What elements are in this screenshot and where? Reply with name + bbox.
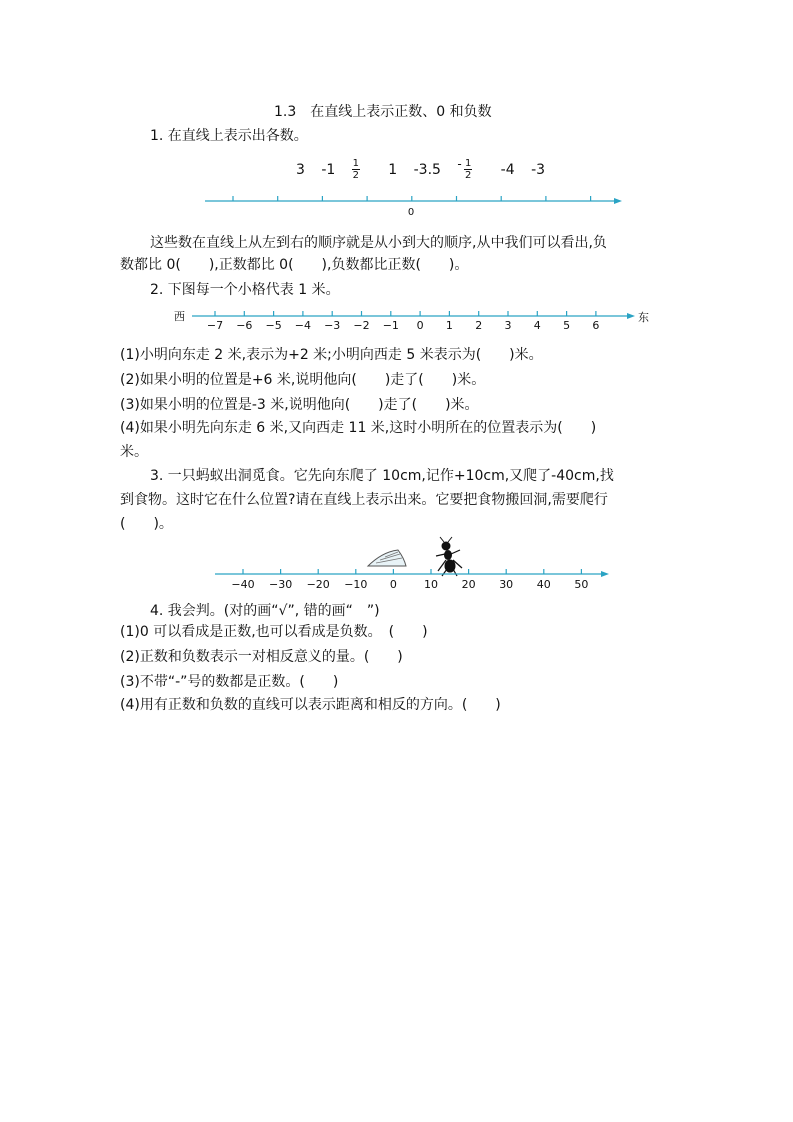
q1-heading: 1. 在直线上表示出各数。 — [150, 128, 308, 144]
axis-tick-label: −7 — [206, 319, 224, 332]
axis-arrow — [627, 313, 635, 319]
axis-tick-label: 50 — [574, 578, 589, 591]
zero-label: 0 — [407, 207, 415, 218]
q4-item: (4)用有正数和负数的直线可以表示距离和相反的方向。( ) — [120, 697, 501, 713]
q3-number-line — [210, 536, 620, 594]
page-title: 1.3 在直线上表示正数、0 和负数 — [274, 104, 492, 120]
q1-number: -4 — [500, 161, 515, 178]
q2-item: (2)如果小明的位置是+6 米,说明他向( )走了( )米。 — [120, 372, 486, 388]
axis-tick-label: 2 — [475, 319, 483, 332]
axis-tick-label: 0 — [389, 578, 397, 591]
q1-paragraph-line: 这些数在直线上从左到右的顺序就是从小到大的顺序,从中我们可以看出,负 — [150, 235, 607, 251]
axis-arrow — [614, 198, 622, 204]
q3-text-line: ( )。 — [120, 516, 173, 532]
q1-number: -1 — [321, 161, 336, 178]
axis-tick-label: −6 — [236, 319, 253, 332]
q4-heading: 4. 我会判。(对的画“√”, 错的画“ ”) — [150, 603, 380, 619]
axis-tick-label: −20 — [306, 578, 330, 591]
west-label: 西 — [174, 310, 185, 323]
axis-tick-label: 20 — [461, 578, 476, 591]
axis-tick-label: 4 — [533, 319, 541, 332]
axis-tick-label: −1 — [382, 319, 399, 332]
axis-tick-label: −2 — [353, 319, 370, 332]
q1-fraction-sign: - — [457, 156, 462, 171]
axis-tick-label: 3 — [504, 319, 512, 332]
q1-number: 3 — [296, 161, 305, 178]
q1-number-list — [296, 158, 557, 181]
q2-item: (4)如果小明先向东走 6 米,又向西走 11 米,这时小明所在的位置表示为( ) — [120, 420, 597, 436]
q2-item: (3)如果小明的位置是-3 米,说明他向( )走了( )米。 — [120, 397, 479, 413]
q1-number: 1 — [388, 161, 398, 178]
q1-fraction — [464, 158, 484, 181]
axis-tick-label: −4 — [294, 319, 312, 332]
fraction-denominator: 2 — [352, 170, 359, 181]
q2-item-continued: 米。 — [120, 444, 148, 460]
axis-tick-label: 6 — [592, 319, 600, 332]
q1-number: -3 — [531, 161, 546, 178]
q3-text-line: 3. 一只蚂蚁出洞觅食。它先向东爬了 10cm,记作+10cm,又爬了-40cm,找 — [150, 468, 614, 484]
axis-tick-label: 5 — [563, 319, 571, 332]
axis-tick-label: 1 — [445, 319, 453, 332]
axis-tick-label: −40 — [231, 578, 255, 591]
axis-tick-label: −30 — [268, 578, 293, 591]
axis-tick-label: −5 — [265, 319, 282, 332]
axis-tick-label: 0 — [416, 319, 424, 332]
axis-tick-label: −3 — [324, 319, 341, 332]
axis-tick-label: 40 — [536, 578, 551, 591]
fraction-numerator: 1 — [352, 158, 359, 169]
axis-tick-label: 10 — [424, 578, 438, 591]
east-label: 东 — [638, 311, 649, 324]
fraction-numerator: 1 — [465, 158, 472, 169]
q2-number-line — [170, 304, 660, 334]
axis-tick-label: 30 — [499, 578, 514, 591]
q1-fraction — [352, 158, 372, 181]
q1-number: -3.5 — [413, 161, 441, 178]
axis-tick-label: −10 — [344, 578, 368, 591]
axis-arrow — [601, 571, 609, 577]
fraction-denominator: 2 — [465, 170, 472, 181]
cave-icon — [368, 550, 406, 566]
q1-number-line — [200, 190, 630, 220]
q4-item: (2)正数和负数表示一对相反意义的量。( ) — [120, 649, 403, 665]
q2-item: (1)小明向东走 2 米,表示为+2 米;小明向西走 5 米表示为( )米。 — [120, 347, 543, 363]
q3-text-line: 到食物。这时它在什么位置?请在直线上表示出来。它要把食物搬回洞,需要爬行 — [120, 492, 608, 508]
q1-paragraph-line: 数都比 0( ),正数都比 0( ),负数都比正数( )。 — [120, 257, 469, 273]
ant-icon — [436, 537, 462, 576]
q4-item: (1)0 可以看成是正数,也可以看成是负数。 ( ) — [120, 624, 428, 640]
q4-item: (3)不带“-”号的数都是正数。( ) — [120, 674, 339, 690]
q2-heading: 2. 下图每一个小格代表 1 米。 — [150, 282, 340, 298]
